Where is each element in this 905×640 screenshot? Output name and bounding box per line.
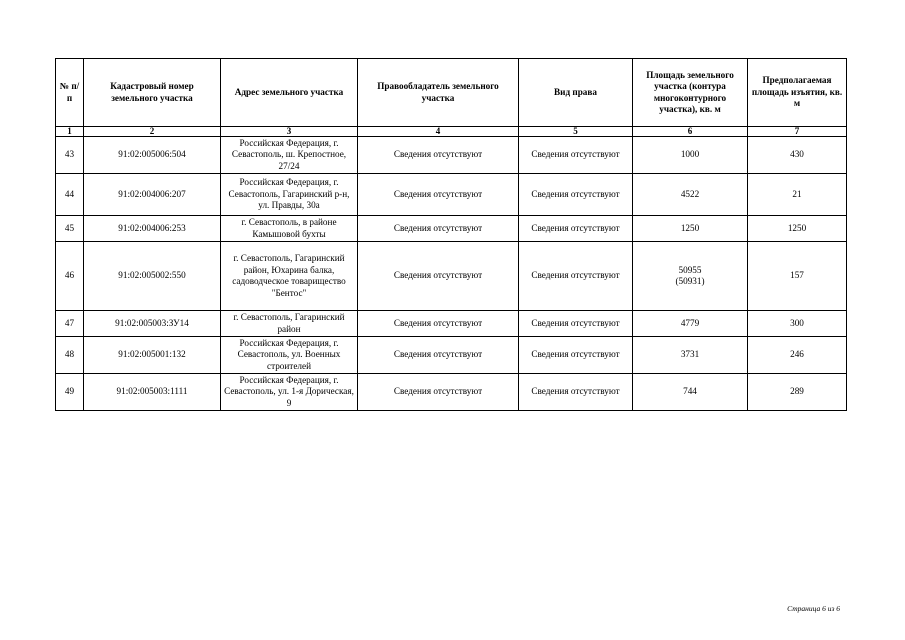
row-address: г. Севастополь, Гагаринский район bbox=[221, 311, 358, 337]
row-withdraw: 300 bbox=[748, 311, 847, 337]
row-area: 1000 bbox=[633, 137, 748, 174]
table-row bbox=[56, 137, 847, 174]
row-withdraw: 289 bbox=[748, 374, 847, 411]
row-address: Российская Федерация, г. Севастополь, ул. 1-я Дорическая, 9 bbox=[221, 374, 358, 411]
row-right: Сведения отсутствуют bbox=[519, 311, 633, 337]
row-right: Сведения отсутствуют bbox=[519, 174, 633, 216]
row-num: 44 bbox=[56, 174, 84, 216]
table-row bbox=[56, 374, 847, 411]
row-area: 1250 bbox=[633, 216, 748, 242]
row-holder: Сведения отсутствуют bbox=[358, 137, 519, 174]
header-address: Адрес земельного участка bbox=[221, 59, 358, 127]
header-holder: Правообладатель земельного участка bbox=[358, 59, 519, 127]
row-holder: Сведения отсутствуют bbox=[358, 216, 519, 242]
row-holder: Сведения отсутствуют bbox=[358, 374, 519, 411]
row-right: Сведения отсутствуют bbox=[519, 216, 633, 242]
header-withdraw: Предполагаемая площадь изъятия, кв. м bbox=[748, 59, 847, 127]
row-area-contour: (50931) bbox=[675, 276, 705, 286]
column-number: 4 bbox=[358, 127, 519, 137]
table-row bbox=[56, 311, 847, 337]
column-number: 2 bbox=[84, 127, 221, 137]
row-num: 49 bbox=[56, 374, 84, 411]
row-area bbox=[633, 242, 748, 311]
row-area: 3731 bbox=[633, 337, 748, 374]
row-cadastral: 91:02:005006:504 bbox=[84, 137, 221, 174]
column-number: 3 bbox=[221, 127, 358, 137]
row-right: Сведения отсутствуют bbox=[519, 242, 633, 311]
table-row bbox=[56, 174, 847, 216]
row-num: 43 bbox=[56, 137, 84, 174]
page-number: Страница 6 из 6 bbox=[787, 604, 840, 613]
header-row bbox=[56, 59, 847, 127]
row-holder: Сведения отсутствуют bbox=[358, 311, 519, 337]
header-area: Площадь земельного участка (контура многоконтурного участка), кв. м bbox=[633, 59, 748, 127]
row-address: г. Севастополь, в районе Камышовой бухты bbox=[221, 216, 358, 242]
row-num: 45 bbox=[56, 216, 84, 242]
row-area: 4522 bbox=[633, 174, 748, 216]
header-right: Вид права bbox=[519, 59, 633, 127]
header-cadastral: Кадастровый номер земельного участка bbox=[84, 59, 221, 127]
row-right: Сведения отсутствуют bbox=[519, 137, 633, 174]
row-address: Российская Федерация, г. Севастополь, ул. Военных строителей bbox=[221, 337, 358, 374]
table-row bbox=[56, 216, 847, 242]
row-cadastral: 91:02:005003:ЗУ14 bbox=[84, 311, 221, 337]
row-num: 48 bbox=[56, 337, 84, 374]
row-withdraw: 1250 bbox=[748, 216, 847, 242]
row-cadastral: 91:02:005001:132 bbox=[84, 337, 221, 374]
column-number: 7 bbox=[748, 127, 847, 137]
row-address: г. Севастополь, Гагаринский район, Юхарина балка, садоводческое товарищество "Бентос" bbox=[221, 242, 358, 311]
row-holder: Сведения отсутствуют bbox=[358, 174, 519, 216]
row-cadastral: 91:02:004006:207 bbox=[84, 174, 221, 216]
row-cadastral: 91:02:005003:1111 bbox=[84, 374, 221, 411]
row-address: Российская Федерация, г. Севастополь, Гагаринский р-н, ул. Правды, 30а bbox=[221, 174, 358, 216]
row-address: Российская Федерация, г. Севастополь, ш. Крепостное, 27/24 bbox=[221, 137, 358, 174]
row-area: 4779 bbox=[633, 311, 748, 337]
table-row bbox=[56, 242, 847, 311]
row-cadastral: 91:02:005002:550 bbox=[84, 242, 221, 311]
row-num: 47 bbox=[56, 311, 84, 337]
row-area: 744 bbox=[633, 374, 748, 411]
row-right: Сведения отсутствуют bbox=[519, 374, 633, 411]
row-holder: Сведения отсутствуют bbox=[358, 337, 519, 374]
column-number-row bbox=[56, 127, 847, 137]
row-right: Сведения отсутствуют bbox=[519, 337, 633, 374]
row-withdraw: 21 bbox=[748, 174, 847, 216]
header-num: № п/п bbox=[56, 59, 84, 127]
row-withdraw: 157 bbox=[748, 242, 847, 311]
row-area-value: 50955 bbox=[678, 264, 702, 275]
column-number: 1 bbox=[56, 127, 84, 137]
row-num: 46 bbox=[56, 242, 84, 311]
table-row bbox=[56, 337, 847, 374]
column-number: 5 bbox=[519, 127, 633, 137]
row-holder: Сведения отсутствуют bbox=[358, 242, 519, 311]
column-number: 6 bbox=[633, 127, 748, 137]
row-cadastral: 91:02:004006:253 bbox=[84, 216, 221, 242]
row-withdraw: 430 bbox=[748, 137, 847, 174]
row-withdraw: 246 bbox=[748, 337, 847, 374]
land-plots-table bbox=[55, 58, 847, 411]
